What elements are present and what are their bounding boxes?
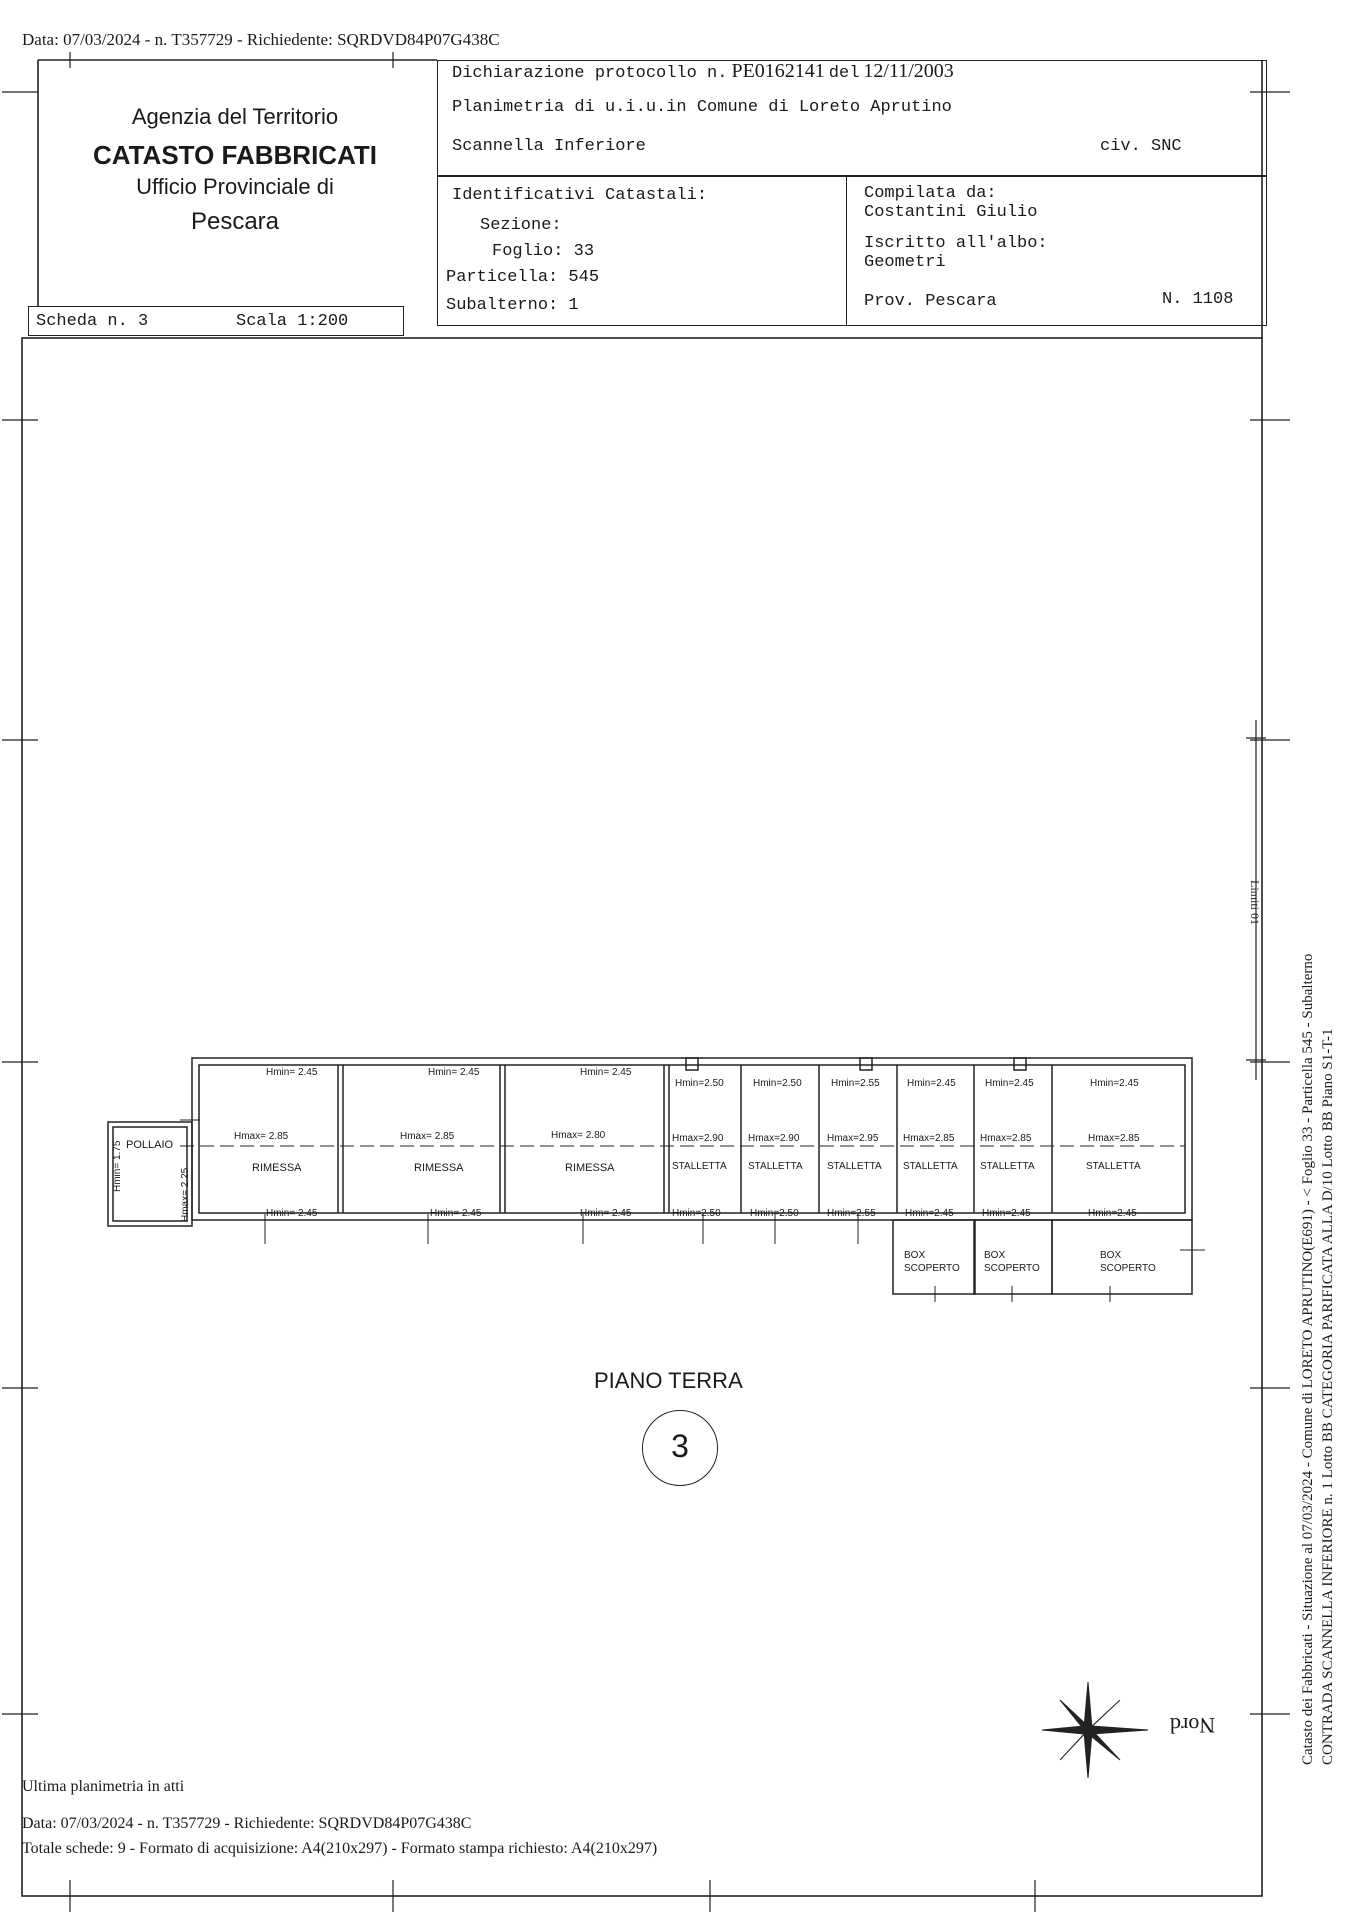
albo-number: N. 1108: [1162, 290, 1234, 309]
rimessa1-hmin-bottom: Hmin= 2.45: [266, 1208, 318, 1219]
box3-label-top: BOX: [1100, 1250, 1122, 1261]
agency-province: Pescara: [190, 208, 280, 235]
agency-ufficio: Ufficio Provinciale di: [136, 174, 334, 199]
rimessa3-label: RIMESSA: [565, 1162, 615, 1174]
protocol-number: PE0162141: [731, 60, 825, 82]
iscritto-value: Geometri: [864, 253, 946, 272]
stalletta4-label: STALLETTA: [903, 1161, 958, 1172]
side-mark: Limiti 01: [1248, 880, 1262, 925]
scheda-scale: Scala 1:200: [236, 312, 349, 331]
room-pollaio: POLLAIO: [126, 1139, 174, 1151]
north-label: Nord: [1170, 1713, 1216, 1738]
north-arrow-icon: [1040, 1680, 1160, 1790]
stalletta3-hmin-bottom: Hmin=2.55: [827, 1208, 876, 1219]
footer-ultima: Ultima planimetria in atti: [22, 1778, 185, 1795]
floor-title: PIANO TERRA: [594, 1368, 743, 1393]
protocol-prefix: Dichiarazione protocollo n.: [452, 64, 728, 83]
compilata-name: Costantini Giulio: [864, 203, 1038, 222]
stalletta2-hmin-bottom: Hmin=2.50: [750, 1208, 799, 1219]
stalletta4-hmin-bottom: Hmin=2.45: [905, 1208, 954, 1219]
box2-label-bottom: SCOPERTO: [984, 1263, 1040, 1274]
sezione: Sezione:: [480, 216, 562, 235]
rimessa1-hmin-top: Hmin= 2.45: [266, 1067, 318, 1078]
stalletta1-label: STALLETTA: [672, 1161, 727, 1172]
stalletta2-hmax: Hmax=2.90: [748, 1133, 800, 1144]
agency-catasto: CATASTO FABBRICATI: [92, 140, 378, 170]
agency-name: Agenzia del Territorio: [131, 104, 339, 129]
rimessa2-hmax: Hmax= 2.85: [400, 1131, 455, 1142]
stalletta2-label: STALLETTA: [748, 1161, 803, 1172]
stalletta6-hmin-bottom: Hmin=2.45: [1088, 1208, 1137, 1219]
stalletta1-hmax: Hmax=2.90: [672, 1133, 724, 1144]
stalletta5-hmax: Hmax=2.85: [980, 1133, 1032, 1144]
planimetria-line: Planimetria di u.i.u.in Comune di Loreto Aprutino: [452, 98, 952, 117]
pollaio-hmin: Hmin= 1.75: [112, 1140, 123, 1192]
footer-totale-line: Totale schede: 9 - Formato di acquisizione: A4(210x297) - Formato stampa richiesto: A4(210x297): [22, 1840, 658, 1857]
stalletta3-hmin-top: Hmin=2.55: [831, 1078, 880, 1089]
subalterno: Subalterno: 1: [446, 296, 579, 315]
side-caption-line2: CONTRADA SCANNELLA INFERIORE n. 1 Lotto BB CATEGORIA PARIFICATA ALLA D/10 Lotto BB Piano S1-T-1: [1320, 1028, 1336, 1765]
box1-label-bottom: SCOPERTO: [904, 1263, 960, 1274]
box2-label-top: BOX: [984, 1250, 1006, 1261]
scheda-number: Scheda n. 3: [36, 312, 149, 331]
box1-label-top: BOX: [904, 1250, 926, 1261]
rimessa2-hmin-top: Hmin= 2.45: [428, 1067, 480, 1078]
stalletta6-hmin-top: Hmin=2.45: [1090, 1078, 1139, 1089]
box3-label-bottom: SCOPERTO: [1100, 1263, 1156, 1274]
scheda-circle-number: 3: [671, 1428, 689, 1464]
stalletta3-label: STALLETTA: [827, 1161, 882, 1172]
stalletta1-hmin-top: Hmin=2.50: [675, 1078, 724, 1089]
protocol-date: 12/11/2003: [863, 60, 954, 82]
stalletta1-hmin-bottom: Hmin=2.50: [672, 1208, 721, 1219]
stalletta5-hmin-bottom: Hmin=2.45: [982, 1208, 1031, 1219]
rimessa2-hmin-bottom: Hmin= 2.45: [430, 1208, 482, 1219]
header-data-line: Data: 07/03/2024 - n. T357729 - Richiedente: SQRDVD84P07G438C: [22, 30, 500, 49]
pollaio-hmax: Hmax= 2.25: [180, 1167, 191, 1222]
particella: Particella: 545: [446, 268, 600, 287]
stalletta4-hmin-top: Hmin=2.45: [907, 1078, 956, 1089]
stalletta4-hmax: Hmax=2.85: [903, 1133, 955, 1144]
identifiers-title: Identificativi Catastali:: [452, 186, 708, 205]
stalletta6-label: STALLETTA: [1086, 1161, 1141, 1172]
locality: Scannella Inferiore: [452, 137, 646, 156]
stalletta5-label: STALLETTA: [980, 1161, 1035, 1172]
stalletta6-hmax: Hmax=2.85: [1088, 1133, 1140, 1144]
side-caption-line1: Catasto dei Fabbricati - Situazione al 07/03/2024 - Comune di LORETO APRUTINO(E691) - < Foglio 33 - Particella 545 - Subalterno: [1300, 953, 1316, 1765]
rimessa3-hmin-bottom: Hmin= 2.45: [580, 1208, 632, 1219]
protocol-del: del: [828, 64, 860, 83]
rimessa3-hmax: Hmax= 2.80: [551, 1130, 606, 1141]
rimessa2-label: RIMESSA: [414, 1162, 464, 1174]
civic-number: civ. SNC: [1100, 137, 1182, 156]
stalletta3-hmax: Hmax=2.95: [827, 1133, 879, 1144]
stalletta5-hmin-top: Hmin=2.45: [985, 1078, 1034, 1089]
footer-data-line: Data: 07/03/2024 - n. T357729 - Richiedente: SQRDVD84P07G438C: [22, 1815, 472, 1832]
foglio: Foglio: 33: [492, 242, 595, 261]
rimessa1-hmax: Hmax= 2.85: [234, 1131, 289, 1142]
stalletta2-hmin-top: Hmin=2.50: [753, 1078, 802, 1089]
province: Prov. Pescara: [864, 292, 997, 311]
rimessa3-hmin-top: Hmin= 2.45: [580, 1067, 632, 1078]
iscritto-label: Iscritto all'albo:: [864, 234, 1048, 253]
rimessa1-label: RIMESSA: [252, 1162, 302, 1174]
compilata-label: Compilata da:: [864, 184, 997, 203]
